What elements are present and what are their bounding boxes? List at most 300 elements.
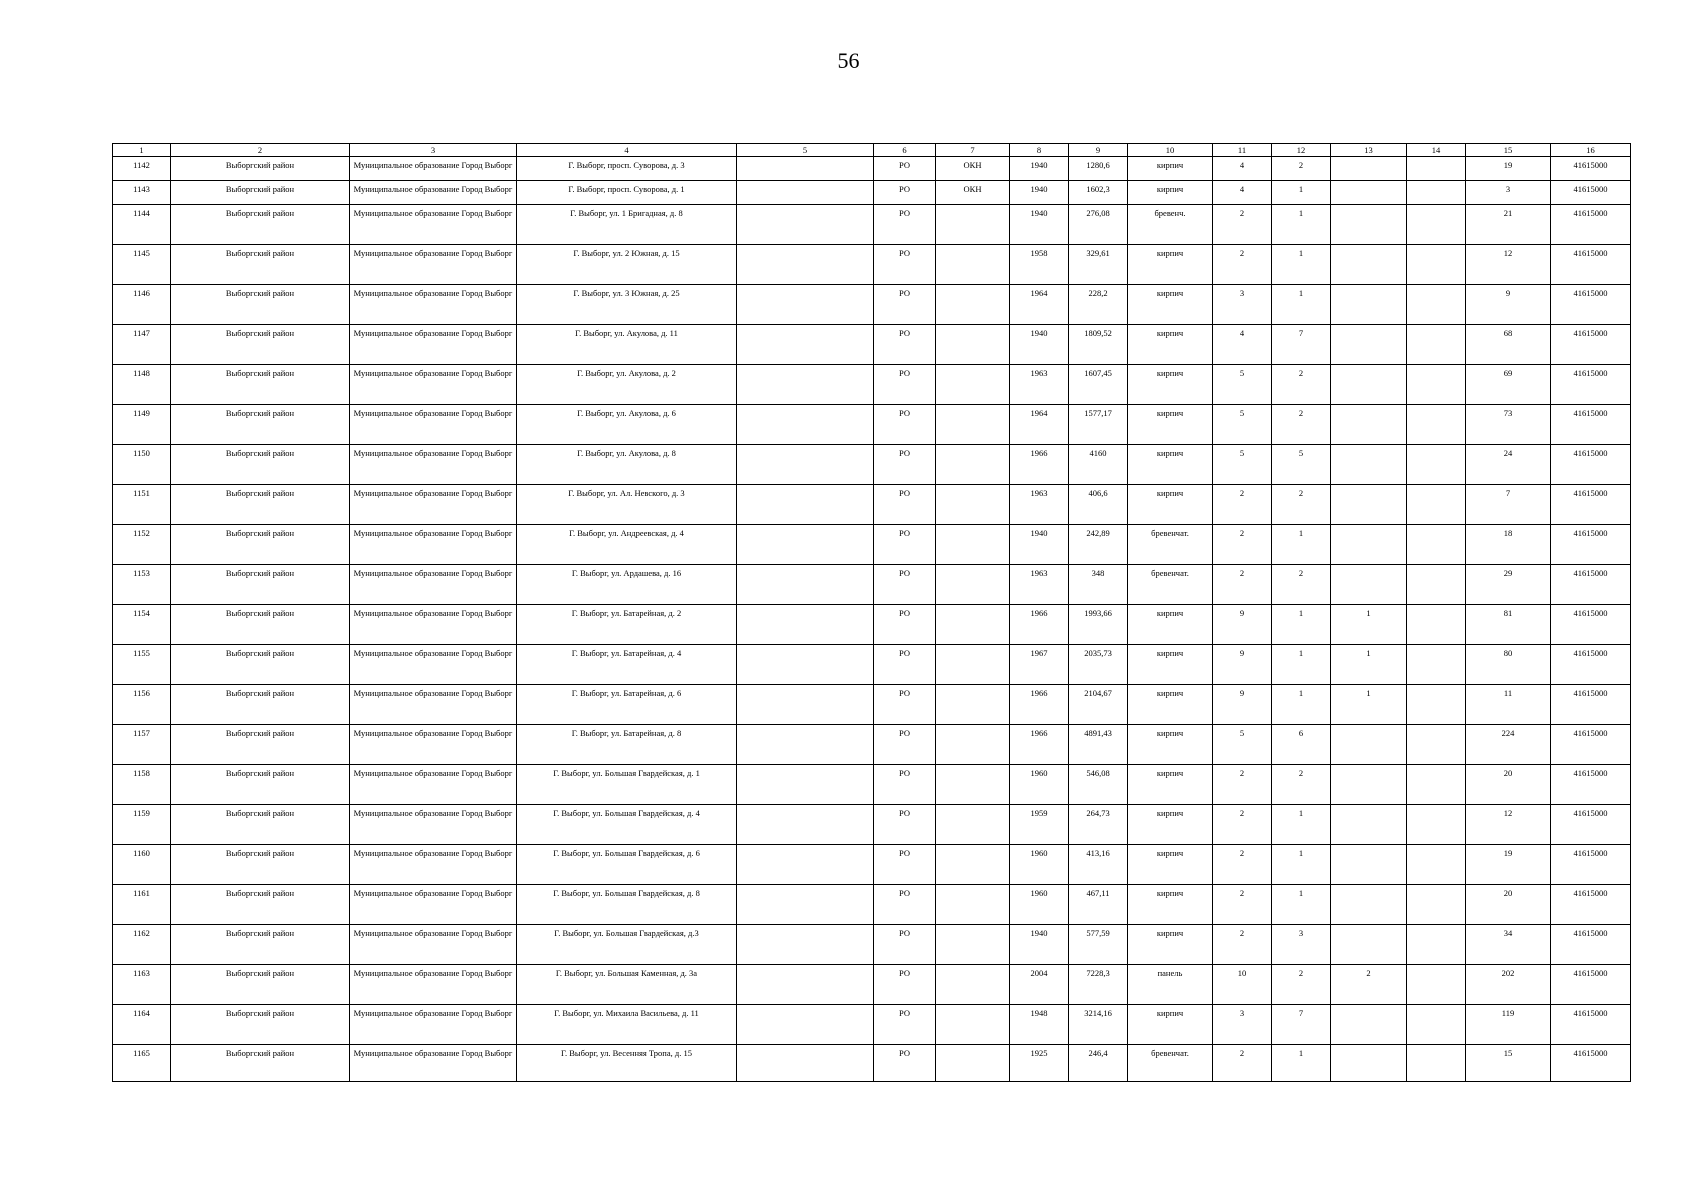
table-cell	[936, 765, 1010, 805]
table-cell	[1331, 485, 1407, 525]
table-cell: 1	[1272, 1045, 1331, 1082]
table-cell: 2	[1213, 245, 1272, 285]
table-cell: Выборгский район	[171, 365, 350, 405]
table-cell: кирпич	[1128, 765, 1213, 805]
table-cell	[737, 1005, 874, 1045]
column-header: 1	[113, 144, 171, 157]
table-cell: 1809,52	[1069, 325, 1128, 365]
table-cell: Муниципальное образование Город Выборг	[350, 181, 517, 205]
table-cell: 41615000	[1551, 157, 1631, 181]
table-cell: Муниципальное образование Город Выборг	[350, 485, 517, 525]
table-cell: Выборгский район	[171, 845, 350, 885]
table-cell: 1966	[1010, 685, 1069, 725]
table-cell: 2035,73	[1069, 645, 1128, 685]
table-row	[113, 245, 1631, 285]
table-cell: Выборгский район	[171, 157, 350, 181]
table-cell: 228,2	[1069, 285, 1128, 325]
table-cell	[737, 445, 874, 485]
table-cell: 1960	[1010, 765, 1069, 805]
table-row	[113, 725, 1631, 765]
table-cell: 2	[1272, 565, 1331, 605]
table-row	[113, 765, 1631, 805]
table-cell	[737, 765, 874, 805]
table-cell: 1	[1272, 645, 1331, 685]
table-cell: 11	[1466, 685, 1551, 725]
column-header: 9	[1069, 144, 1128, 157]
table-cell: Г. Выборг, ул. Большая Гвардейская, д.3	[517, 925, 737, 965]
table-cell: 7	[1272, 325, 1331, 365]
column-header: 11	[1213, 144, 1272, 157]
table-cell	[936, 525, 1010, 565]
table-cell	[1407, 605, 1466, 645]
table-cell: 18	[1466, 525, 1551, 565]
table-cell: РО	[874, 925, 936, 965]
table-row	[113, 485, 1631, 525]
table-cell: Муниципальное образование Город Выборг	[350, 765, 517, 805]
table-cell: 7	[1272, 1005, 1331, 1045]
table-cell: кирпич	[1128, 605, 1213, 645]
table-cell: Муниципальное образование Город Выборг	[350, 157, 517, 181]
table-cell: 3	[1213, 285, 1272, 325]
table-cell: 1	[1272, 885, 1331, 925]
table-cell	[1407, 765, 1466, 805]
table-cell	[1407, 805, 1466, 845]
table-cell: Г. Выборг, ул. Большая Гвардейская, д. 4	[517, 805, 737, 845]
table-row	[113, 885, 1631, 925]
table-cell: 1	[1331, 605, 1407, 645]
table-cell: 15	[1466, 1045, 1551, 1082]
table-cell: 1	[1272, 525, 1331, 565]
table-cell	[1407, 685, 1466, 725]
table-cell: 41615000	[1551, 805, 1631, 845]
table-cell: Г. Выборг, ул. Акулова, д. 11	[517, 325, 737, 365]
table-cell: 21	[1466, 205, 1551, 245]
table-cell: 1165	[113, 1045, 171, 1082]
table-cell: 41615000	[1551, 365, 1631, 405]
table-cell: 1161	[113, 885, 171, 925]
table-cell: 9	[1466, 285, 1551, 325]
column-header: 6	[874, 144, 936, 157]
table-cell: Выборгский район	[171, 965, 350, 1005]
table-cell: Муниципальное образование Город Выборг	[350, 405, 517, 445]
table-cell: 2	[1213, 765, 1272, 805]
table-cell	[737, 725, 874, 765]
table-cell	[1331, 365, 1407, 405]
table-cell: 1	[1272, 805, 1331, 845]
table-cell: Муниципальное образование Город Выборг	[350, 205, 517, 245]
table-cell: РО	[874, 485, 936, 525]
table-cell: Муниципальное образование Город Выборг	[350, 605, 517, 645]
table-cell: 81	[1466, 605, 1551, 645]
table-cell: 1155	[113, 645, 171, 685]
table-cell: 5	[1213, 725, 1272, 765]
table-cell: 1159	[113, 805, 171, 845]
table-cell: 1148	[113, 365, 171, 405]
table-cell	[936, 925, 1010, 965]
table-row	[113, 325, 1631, 365]
table-cell: Муниципальное образование Город Выборг	[350, 365, 517, 405]
table-cell: 5	[1272, 445, 1331, 485]
table-cell: РО	[874, 845, 936, 885]
table-cell: Выборгский район	[171, 765, 350, 805]
table-cell: бревенчат.	[1128, 565, 1213, 605]
table-row	[113, 685, 1631, 725]
table-cell: кирпич	[1128, 445, 1213, 485]
table-cell: Выборгский район	[171, 525, 350, 565]
column-header: 4	[517, 144, 737, 157]
table-cell: 1993,66	[1069, 605, 1128, 645]
table-cell: 1143	[113, 181, 171, 205]
table-row	[113, 1045, 1631, 1082]
table-cell: кирпич	[1128, 1005, 1213, 1045]
table-cell: Муниципальное образование Город Выборг	[350, 725, 517, 765]
table-cell: Муниципальное образование Город Выборг	[350, 325, 517, 365]
table-cell: 2	[1213, 525, 1272, 565]
table-cell	[1407, 485, 1466, 525]
table-cell: 2	[1272, 405, 1331, 445]
table-cell: 2	[1213, 885, 1272, 925]
table-cell: Выборгский район	[171, 605, 350, 645]
table-cell	[1331, 925, 1407, 965]
table-cell: РО	[874, 205, 936, 245]
table-cell: РО	[874, 725, 936, 765]
table-cell: 1162	[113, 925, 171, 965]
table-cell: кирпич	[1128, 685, 1213, 725]
table-cell: бревенч.	[1128, 205, 1213, 245]
table-cell: Г. Выборг, ул. 1 Бригадная, д. 8	[517, 205, 737, 245]
table-cell: 577,59	[1069, 925, 1128, 965]
table-cell: 5	[1213, 365, 1272, 405]
table-cell	[1331, 405, 1407, 445]
table-cell: 1160	[113, 845, 171, 885]
table-cell: Выборгский район	[171, 645, 350, 685]
table-cell: 41615000	[1551, 725, 1631, 765]
table-cell: 2	[1272, 365, 1331, 405]
table-cell: Муниципальное образование Город Выборг	[350, 245, 517, 285]
table-cell: Муниципальное образование Город Выборг	[350, 565, 517, 605]
column-header: 12	[1272, 144, 1331, 157]
table-cell: 9	[1213, 685, 1272, 725]
table-cell	[737, 157, 874, 181]
table-cell	[936, 205, 1010, 245]
table-cell: 41615000	[1551, 845, 1631, 885]
table-cell: Г. Выборг, ул. Батарейная, д. 4	[517, 645, 737, 685]
table-cell: 1	[1272, 245, 1331, 285]
table-cell: ОКН	[936, 181, 1010, 205]
table-cell: 1	[1272, 205, 1331, 245]
table-cell: 41615000	[1551, 1005, 1631, 1045]
table-cell: 1149	[113, 405, 171, 445]
table-cell	[1407, 645, 1466, 685]
table-cell	[1407, 925, 1466, 965]
table-cell	[1407, 205, 1466, 245]
table-cell: Муниципальное образование Город Выборг	[350, 925, 517, 965]
table-cell	[1331, 565, 1407, 605]
table-cell: 41615000	[1551, 205, 1631, 245]
table-cell: Выборгский район	[171, 725, 350, 765]
table-cell: кирпич	[1128, 365, 1213, 405]
table-cell: 2	[1213, 1045, 1272, 1082]
table-cell	[936, 485, 1010, 525]
table-cell	[737, 1045, 874, 1082]
table-cell: 3214,16	[1069, 1005, 1128, 1045]
table-cell: 80	[1466, 645, 1551, 685]
table-cell: 1151	[113, 485, 171, 525]
table-cell: 41615000	[1551, 525, 1631, 565]
table-cell: 3	[1272, 925, 1331, 965]
table-cell: 2	[1213, 925, 1272, 965]
table-cell: Г. Выборг, ул. Акулова, д. 6	[517, 405, 737, 445]
table-cell: 546,08	[1069, 765, 1128, 805]
table-cell: 1966	[1010, 605, 1069, 645]
table-cell: 4	[1213, 325, 1272, 365]
table-cell: 2	[1213, 565, 1272, 605]
table-row	[113, 365, 1631, 405]
table-cell	[1331, 725, 1407, 765]
table-cell: 20	[1466, 765, 1551, 805]
column-header: 5	[737, 144, 874, 157]
table-cell	[936, 325, 1010, 365]
table-cell: ОКН	[936, 157, 1010, 181]
column-header: 15	[1466, 144, 1551, 157]
table-cell: кирпич	[1128, 485, 1213, 525]
table-cell: РО	[874, 645, 936, 685]
table-cell: 1	[1272, 285, 1331, 325]
table-row	[113, 445, 1631, 485]
table-row	[113, 1005, 1631, 1045]
table-cell: РО	[874, 605, 936, 645]
table-cell: 2	[1213, 845, 1272, 885]
table-cell: РО	[874, 685, 936, 725]
table-cell: Г. Выборг, ул. 3 Южная, д. 25	[517, 285, 737, 325]
table-cell	[1331, 845, 1407, 885]
table-cell: 4	[1213, 181, 1272, 205]
column-header: 16	[1551, 144, 1631, 157]
table-cell: 1966	[1010, 445, 1069, 485]
table-cell	[737, 181, 874, 205]
table-cell	[1331, 1005, 1407, 1045]
table-cell: 1	[1272, 605, 1331, 645]
column-header: 13	[1331, 144, 1407, 157]
table-cell: 3	[1213, 1005, 1272, 1045]
table-row	[113, 845, 1631, 885]
table-cell: 1164	[113, 1005, 171, 1045]
table-cell: 246,4	[1069, 1045, 1128, 1082]
housing-registry-table	[112, 143, 1631, 1082]
table-cell: кирпич	[1128, 245, 1213, 285]
table-cell: 264,73	[1069, 805, 1128, 845]
table-cell: 41615000	[1551, 405, 1631, 445]
table-cell: 73	[1466, 405, 1551, 445]
table-cell: 4891,43	[1069, 725, 1128, 765]
table-cell: 34	[1466, 925, 1551, 965]
table-cell: РО	[874, 285, 936, 325]
table-cell: 1959	[1010, 805, 1069, 845]
table-cell: 1940	[1010, 325, 1069, 365]
table-cell: Муниципальное образование Город Выборг	[350, 1005, 517, 1045]
table-cell: Муниципальное образование Город Выборг	[350, 965, 517, 1005]
table-cell: 2	[1272, 157, 1331, 181]
table-row	[113, 285, 1631, 325]
table-cell	[1331, 885, 1407, 925]
table-cell	[737, 645, 874, 685]
table-cell	[737, 885, 874, 925]
column-header: 3	[350, 144, 517, 157]
table-cell: 2004	[1010, 965, 1069, 1005]
table-cell: Г. Выборг, просп. Суворова, д. 3	[517, 157, 737, 181]
table-cell: РО	[874, 805, 936, 845]
table-cell: Выборгский район	[171, 285, 350, 325]
table-cell: Г. Выборг, ул. Батарейная, д. 2	[517, 605, 737, 645]
table-cell: 224	[1466, 725, 1551, 765]
table-cell: 1958	[1010, 245, 1069, 285]
table-cell: 2	[1272, 765, 1331, 805]
table-cell: бревенчат.	[1128, 525, 1213, 565]
column-header: 8	[1010, 144, 1069, 157]
table-cell: 68	[1466, 325, 1551, 365]
table-cell: 413,16	[1069, 845, 1128, 885]
table-cell	[737, 405, 874, 445]
table-cell: кирпич	[1128, 885, 1213, 925]
table-cell: Г. Выборг, ул. Акулова, д. 8	[517, 445, 737, 485]
table-cell: 1152	[113, 525, 171, 565]
table-cell: кирпич	[1128, 157, 1213, 181]
table-cell: 19	[1466, 157, 1551, 181]
table-cell: 41615000	[1551, 645, 1631, 685]
table-cell: РО	[874, 565, 936, 605]
table-cell	[936, 365, 1010, 405]
table-cell	[737, 485, 874, 525]
table-cell: Г. Выборг, ул. Андреевская, д. 4	[517, 525, 737, 565]
table-cell: 41615000	[1551, 445, 1631, 485]
column-header: 14	[1407, 144, 1466, 157]
table-cell: 1153	[113, 565, 171, 605]
table-cell: 29	[1466, 565, 1551, 605]
table-cell: панель	[1128, 965, 1213, 1005]
table-cell: Выборгский район	[171, 885, 350, 925]
table-cell: 2	[1213, 805, 1272, 845]
table-cell: кирпич	[1128, 845, 1213, 885]
table-cell: Г. Выборг, ул. Ал. Невского, д. 3	[517, 485, 737, 525]
table-cell	[936, 605, 1010, 645]
table-cell	[737, 925, 874, 965]
table-cell	[737, 525, 874, 565]
table-cell: 1	[1272, 685, 1331, 725]
table-cell: 1602,3	[1069, 181, 1128, 205]
table-cell	[1407, 885, 1466, 925]
table-cell: 41615000	[1551, 765, 1631, 805]
table-cell: кирпич	[1128, 285, 1213, 325]
table-cell: 7228,3	[1069, 965, 1128, 1005]
table-cell: Выборгский район	[171, 1005, 350, 1045]
table-cell	[1407, 725, 1466, 765]
table-cell: Выборгский район	[171, 485, 350, 525]
table-cell: Г. Выборг, ул. Акулова, д. 2	[517, 365, 737, 405]
column-header: 2	[171, 144, 350, 157]
table-cell: Муниципальное образование Город Выборг	[350, 1045, 517, 1082]
table-cell	[737, 365, 874, 405]
table-cell	[1407, 181, 1466, 205]
table-cell: 406,6	[1069, 485, 1128, 525]
table-cell: 1967	[1010, 645, 1069, 685]
table-cell: РО	[874, 325, 936, 365]
table-cell: 41615000	[1551, 965, 1631, 1005]
table-cell: 3	[1466, 181, 1551, 205]
table-cell: 4160	[1069, 445, 1128, 485]
table-cell: 5	[1213, 445, 1272, 485]
table-cell	[1407, 1005, 1466, 1045]
table-cell: Г. Выборг, ул. Батарейная, д. 6	[517, 685, 737, 725]
column-header: 10	[1128, 144, 1213, 157]
table-cell	[1331, 285, 1407, 325]
table-cell	[737, 285, 874, 325]
table-cell: Выборгский район	[171, 445, 350, 485]
table-cell: 1154	[113, 605, 171, 645]
table-row	[113, 525, 1631, 565]
table-cell	[737, 845, 874, 885]
table-cell: Выборгский район	[171, 245, 350, 285]
table-cell: Муниципальное образование Город Выборг	[350, 805, 517, 845]
table-cell	[1407, 157, 1466, 181]
table-cell: 1146	[113, 285, 171, 325]
table-cell: 24	[1466, 445, 1551, 485]
table-cell: 1963	[1010, 565, 1069, 605]
table-cell: 1964	[1010, 285, 1069, 325]
table-cell	[1407, 405, 1466, 445]
table-cell: РО	[874, 885, 936, 925]
table-cell: 1	[1272, 845, 1331, 885]
table-cell: 2	[1213, 485, 1272, 525]
table-cell	[1407, 325, 1466, 365]
table-cell: РО	[874, 365, 936, 405]
table-cell	[1407, 245, 1466, 285]
table-cell: 2	[1272, 485, 1331, 525]
table-cell: 41615000	[1551, 925, 1631, 965]
table-cell	[737, 205, 874, 245]
table-cell: Муниципальное образование Город Выборг	[350, 885, 517, 925]
table-cell: Г. Выборг, ул. Весенняя Тропа, д. 15	[517, 1045, 737, 1082]
table-cell: 41615000	[1551, 325, 1631, 365]
table-cell: 1280,6	[1069, 157, 1128, 181]
table-cell: 19	[1466, 845, 1551, 885]
table-cell: 1940	[1010, 157, 1069, 181]
table-cell: 2	[1272, 965, 1331, 1005]
table-cell: кирпич	[1128, 725, 1213, 765]
table-cell: 1158	[113, 765, 171, 805]
table-cell: 1	[1272, 181, 1331, 205]
table-cell	[936, 645, 1010, 685]
table-cell	[936, 285, 1010, 325]
table-cell: 119	[1466, 1005, 1551, 1045]
table-cell	[1331, 325, 1407, 365]
table-cell: Муниципальное образование Город Выборг	[350, 445, 517, 485]
table-cell	[1407, 445, 1466, 485]
table-cell: РО	[874, 445, 936, 485]
table-cell: Г. Выборг, ул. Большая Гвардейская, д. 6	[517, 845, 737, 885]
table-cell	[1407, 565, 1466, 605]
table-cell: Г. Выборг, просп. Суворова, д. 1	[517, 181, 737, 205]
table-cell: 1940	[1010, 525, 1069, 565]
table-cell	[1331, 805, 1407, 845]
table-cell: 20	[1466, 885, 1551, 925]
table-cell: 2	[1331, 965, 1407, 1005]
table-cell: 1940	[1010, 205, 1069, 245]
table-row	[113, 405, 1631, 445]
table-row	[113, 565, 1631, 605]
table-cell: 1940	[1010, 181, 1069, 205]
table-cell: 1925	[1010, 1045, 1069, 1082]
table-cell: 1150	[113, 445, 171, 485]
